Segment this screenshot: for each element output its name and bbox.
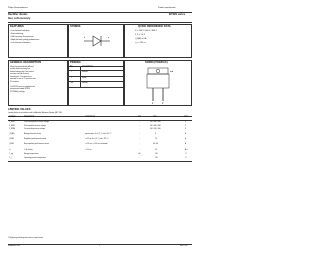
quick-ref-heading: QUICK REFERENCE DATA — [138, 25, 171, 28]
pinning-rule — [68, 70, 124, 71]
feature-item: • Low forward volt drop — [10, 30, 30, 32]
limiting-values-heading: LIMITING VALUES — [8, 108, 31, 111]
table-cell: t = 10 ms — [85, 150, 92, 151]
pinning-rule — [68, 87, 124, 88]
table-cell: T_j — [9, 157, 12, 159]
table-cell: T_stg — [9, 154, 13, 155]
pinning-header: DESCRIPTION — [82, 67, 93, 68]
doc-type: Product specification — [158, 7, 176, 9]
description-line: intended for use in TV receivers and — [10, 79, 36, 80]
company-name: Philips Semiconductors — [8, 7, 28, 9]
description-line: Glass-passivated double diffused — [10, 66, 34, 68]
table-rule — [8, 116, 192, 117]
pin-description: anode — [82, 77, 87, 79]
table-cell: V_RRM — [9, 125, 15, 127]
table-cell: 200 / 600 / 800 — [150, 122, 161, 123]
description-line: (TO220AC) package. — [10, 91, 26, 93]
quick-ref-item: Vᵣ = 200 V / 600 V / 800 V — [135, 30, 157, 32]
pinning-heading: PINNING — [70, 61, 81, 64]
description-line: characteristic. The devices are — [10, 76, 32, 78]
table-cell: A — [185, 134, 187, 135]
pinning-rule — [68, 66, 124, 67]
table-cell: - — [139, 129, 140, 130]
title-rule — [8, 22, 192, 23]
table-cell: Average forward current — [24, 134, 42, 135]
pinning-divider — [80, 66, 81, 87]
header-rule — [8, 12, 192, 13]
product-title-line1: Rectifier diodes — [8, 13, 28, 16]
table-cell: A — [185, 139, 187, 140]
table-header: CONDITIONS — [85, 117, 96, 118]
pin-description: cathode — [82, 83, 88, 84]
svg-text:2: 2 — [162, 102, 164, 104]
table-rule — [8, 120, 192, 121]
table-cell: t = 10 ms; t = 8.3 ms; sinusoidal — [85, 144, 108, 145]
table-cell: V_RWM — [9, 129, 15, 130]
feature-item: • Fast switching — [10, 33, 24, 35]
table-cell: - — [139, 122, 140, 123]
svg-text:1: 1 — [152, 102, 154, 104]
table-cell: 8 — [155, 134, 156, 135]
general-description-heading: GENERAL DESCRIPTION — [10, 61, 42, 64]
footnote: 1 Neglecting switching and reverse current losses — [8, 238, 44, 239]
description-line: rectifier diodes featuring low — [10, 69, 30, 70]
package-outline-icon — [140, 66, 176, 104]
table-cell: I_F(AV) — [9, 134, 15, 135]
product-title-line2: fast, soft-recovery — [8, 16, 31, 20]
table-header: SYMBOL — [9, 117, 16, 118]
table-cell: - — [139, 144, 140, 145]
table-cell: V — [185, 125, 187, 127]
table-cell: V — [185, 122, 187, 123]
table-cell: - — [139, 150, 140, 151]
pin-number: tab — [70, 83, 73, 84]
table-cell: - — [139, 157, 140, 159]
table-header: MAX. — [153, 117, 157, 118]
table-cell: Non-repetitive peak forward current — [24, 144, 49, 145]
table-rule — [8, 161, 192, 162]
table-cell: A²s — [185, 150, 188, 151]
table-cell: square wave; δ = 0.5; T_mb ≤ 115 °C — [85, 134, 112, 135]
package-heading: SOD59 (TO220AC) — [145, 61, 168, 64]
footer-page-number: 1 — [99, 246, 100, 247]
table-cell: 150 — [155, 154, 158, 155]
table-cell: 150 — [155, 157, 158, 159]
description-line: forward voltage drop, fast reverse — [10, 71, 34, 73]
table-cell: A — [185, 144, 187, 145]
table-cell: 18 — [155, 150, 157, 151]
pinning-header: PIN — [70, 67, 73, 68]
table-cell: I²t — [9, 150, 11, 151]
table-cell: °C — [185, 154, 187, 155]
table-cell: Repetitive peak forward current — [24, 139, 47, 140]
features-heading: FEATURES — [10, 25, 24, 28]
table-cell: Peak repetitive reverse voltage — [24, 125, 46, 127]
table-cell: Storage temperature — [24, 154, 39, 155]
table-cell: I_FSM — [9, 144, 14, 145]
table-cell: Operating junction temperature — [24, 157, 46, 159]
table-cell: - — [139, 134, 140, 135]
pinning-rule — [68, 81, 124, 82]
table-cell: 16 — [155, 139, 157, 140]
table-cell: - — [139, 139, 140, 140]
symbol-heading: SYMBOL — [70, 25, 82, 28]
table-cell: 60 / 66 — [153, 144, 158, 145]
table-cell: V — [185, 129, 187, 130]
pin-number: 1 — [71, 72, 72, 73]
pinning-rule — [68, 76, 124, 77]
quick-ref-item: V_F ≤ 1.0 V — [135, 34, 145, 36]
series-name: BY229 series — [169, 13, 186, 16]
feature-item: • Soft recovery characteristic — [10, 36, 34, 38]
description-line: conventional leaded SOD59 — [10, 89, 30, 90]
table-cell: -40 — [138, 154, 141, 155]
feature-item: • High thermal cycling performance — [10, 39, 40, 41]
pin-description: cathode — [82, 72, 88, 73]
table-cell: - — [139, 125, 140, 127]
table-cell: I_FRM — [9, 139, 14, 140]
footer-revision: Rev 1.200 — [180, 246, 188, 247]
table-cell: I²t for fusing — [24, 150, 33, 151]
svg-text:tab: tab — [170, 71, 174, 73]
table-cell: t = 25 µs; δ = 0.5; T_mb ≤ 115 °C — [85, 139, 109, 140]
feature-item: • Low thermal resistance — [10, 42, 31, 44]
table-header: MIN. — [138, 117, 142, 118]
table-cell: Crest working reverse voltage — [24, 129, 46, 130]
description-line: recovery and soft recovery — [10, 74, 29, 75]
description-line: PC monitors. — [10, 81, 20, 83]
table-cell: Peak non-repetitive reverse voltage — [24, 122, 50, 123]
svg-text:k: k — [84, 37, 86, 39]
quick-ref-item: t_rr ≤ 135 ns — [135, 42, 146, 44]
svg-text:a: a — [108, 37, 110, 39]
quick-ref-item: I_F(AV) = 8 A — [135, 38, 147, 40]
table-header: UNIT — [184, 117, 188, 118]
limiting-values-intro: Limiting values in accordance with the Absolute Maximum System (IEC 134). — [8, 113, 63, 114]
table-cell: 200 / 600 / 800 — [150, 125, 161, 127]
footer-date: September 1998 — [8, 246, 20, 247]
diode-symbol-icon — [82, 32, 112, 50]
table-cell: 200 / 500 / 600 — [150, 129, 161, 130]
table-cell: °C — [185, 157, 187, 159]
table-header: PARAMETER — [24, 117, 34, 118]
description-line: The BY229 series is supplied in the — [10, 86, 35, 88]
footer-rule — [8, 244, 192, 245]
pin-number: 2 — [71, 77, 72, 79]
table-cell: V_RSM — [9, 122, 15, 123]
